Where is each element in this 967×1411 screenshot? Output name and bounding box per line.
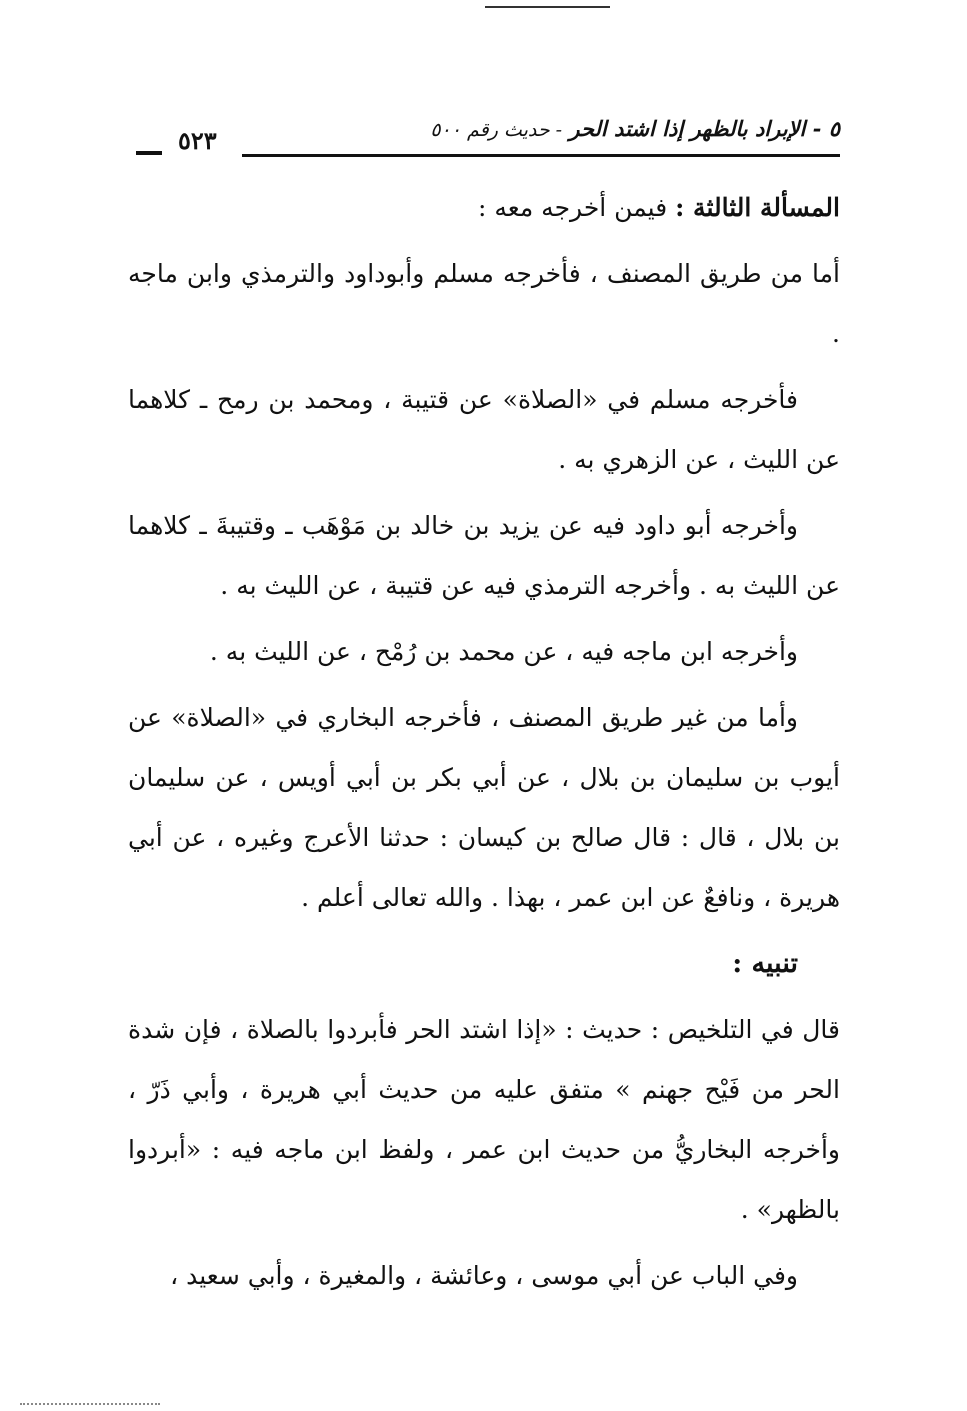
note-heading: تنبيه : — [732, 948, 798, 979]
section-heading — [128, 178, 840, 238]
section-heading-text: فيمن أخرجه معه : — [478, 193, 668, 222]
paragraph: وأما من غير طريق المصنف ، فأخرجه البخاري في «الصلاة» عن أيوب بن سليمان بن بلال ، عن أبي بكر بن أبي أويس ، عن سليمان بن بلال ، قال : قال صالح بن كيسان : حدثنا الأعرج وغيره ، عن أبي هريرة ، ونافعٌ عن ابن عمر ، بهذا . والله تعالى أعلم . — [128, 703, 840, 912]
paragraph: وفي الباب عن أبي موسى ، وعائشة ، والمغيرة ، وأبي سعيد ، — [170, 1261, 798, 1290]
header-rule — [242, 154, 840, 157]
chapter-title: ٥ - الإبراد بالظهر إذا اشتد الحر — [569, 116, 840, 141]
section-heading-bold: المسألة الثالثة : — [675, 193, 840, 222]
running-title — [430, 116, 840, 141]
paragraph: أما من طريق المصنف ، فأخرجه مسلم وأبوداود والترمذي وابن ماجه . — [128, 259, 840, 348]
page-number-dash — [136, 151, 162, 155]
page-number: ٥٢٣ — [178, 126, 217, 155]
paragraph: فأخرجه مسلم في «الصلاة» عن قتيبة ، ومحمد بن رمح ـ كلاهما عن الليث ، عن الزهري به . — [128, 385, 840, 474]
paragraph: وأخرجه أبو داود فيه عن يزيد بن خالد بن مَوْهَب ـ وقتيبةَ ـ كلاهما عن الليث به . وأخرجه الترمذي فيه عن قتيبة ، عن الليث به . — [128, 511, 840, 600]
top-edge-mark — [485, 6, 610, 8]
hadith-reference: - حديث رقم ٥٠٠ — [430, 119, 563, 141]
paragraph: وأخرجه ابن ماجه فيه ، عن محمد بن رُمْح ، عن الليث به . — [209, 637, 798, 666]
page-body — [128, 178, 840, 1312]
scan-footer-marks — [20, 1403, 160, 1407]
paragraph: قال في التلخيص : حديث : «إذا اشتد الحر فأبردوا بالصلاة ، فإن شدة الحر من فَيْح جهنم » متفق عليه من حديث أبي هريرة ، وأبي ذَرّ ، وأخرجه البخاريُّ من حديث ابن عمر ، ولفظ ابن ماجه فيه : «أبردوا بالظهر» . — [128, 1015, 840, 1224]
page-header — [130, 110, 840, 162]
